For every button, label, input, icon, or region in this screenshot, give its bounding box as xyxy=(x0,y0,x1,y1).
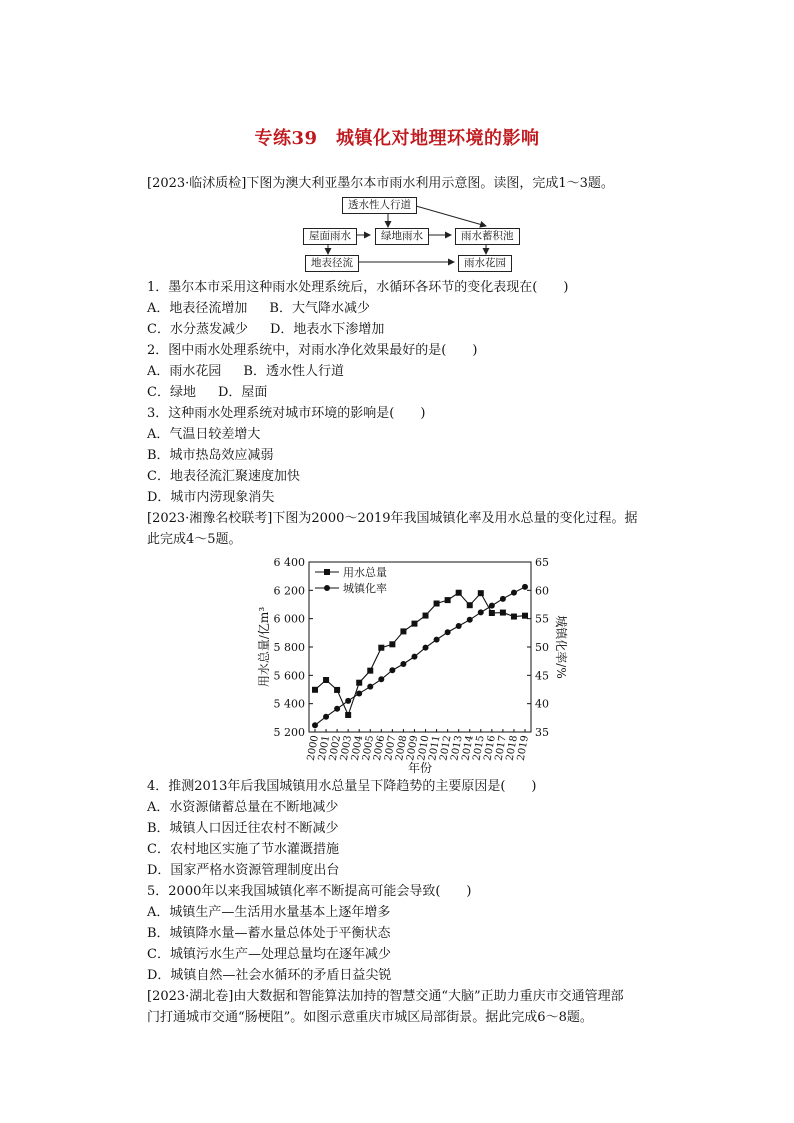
legend-marker-1 xyxy=(324,569,330,575)
series-1-point xyxy=(500,610,506,616)
right-tick-label: 40 xyxy=(535,697,549,711)
series-2-point xyxy=(334,706,340,712)
option-4b: B．城镇人口因迁往农村不断减少 xyxy=(147,821,339,836)
left-tick-label: 5 600 xyxy=(273,669,305,683)
option-2d: D．屋面 xyxy=(217,385,268,400)
node-roof-rainwater: 屋面雨水 xyxy=(303,228,357,245)
series-1-point xyxy=(434,601,440,607)
x-tick-label: 2004 xyxy=(349,734,366,762)
node-storage-pool: 雨水蓄积池 xyxy=(455,228,520,245)
question-3-stem: 3．这种雨水处理系统对城市环境的影响是( ) xyxy=(147,406,426,421)
series-2-point xyxy=(456,623,462,629)
series-1-point xyxy=(345,712,351,718)
option-1d: D．地表水下渗增加 xyxy=(269,322,385,337)
series-2-point xyxy=(522,584,528,590)
node-green-rainwater: 绿地雨水 xyxy=(375,228,429,245)
series-2-point xyxy=(511,590,517,596)
series-1-point xyxy=(478,590,484,596)
series-1-point xyxy=(367,668,373,674)
option-3a: A．气温日较差增大 xyxy=(147,427,261,442)
series-1-point xyxy=(411,621,417,627)
x-tick-label: 2007 xyxy=(383,734,399,762)
y-axis-right-title: 城镇化率/% xyxy=(554,615,568,679)
series-2-point xyxy=(323,714,329,720)
series-2-point xyxy=(345,698,351,704)
left-tick-label: 5 800 xyxy=(273,641,305,654)
x-tick-label: 2001 xyxy=(316,734,333,762)
node-surface-runoff: 地表径流 xyxy=(305,255,359,272)
node-rain-garden: 雨水花园 xyxy=(458,255,512,272)
option-3b: B．城市热岛效应减弱 xyxy=(147,448,274,463)
option-2b: B．透水性人行道 xyxy=(243,364,344,379)
x-axis-title: 年份 xyxy=(407,761,433,775)
left-tick-label: 5 400 xyxy=(273,697,305,711)
x-tick-label: 2006 xyxy=(372,734,388,762)
legend-label-1: 用水总量 xyxy=(343,566,387,579)
question-5-stem: 5．2000年以来我国城镇化率不断提高可能会导致( ) xyxy=(147,884,472,899)
series-2-point xyxy=(356,690,362,696)
x-tick-label: 2010 xyxy=(416,734,432,762)
x-tick-label: 2015 xyxy=(471,734,487,762)
question-1-options-row2 xyxy=(147,319,384,340)
series-1-point xyxy=(356,680,362,686)
left-tick-label: 6 400 xyxy=(273,556,305,569)
question-2-options-row1 xyxy=(147,361,344,382)
option-5b: B．城镇降水量—蓄水量总体处于平衡状态 xyxy=(147,926,391,941)
series-2-point xyxy=(489,603,495,609)
option-4a: A．水资源储蓄总量在不断地减少 xyxy=(147,800,339,815)
right-tick-label: 60 xyxy=(535,584,549,598)
option-4d: D．国家严格水资源管理制度出台 xyxy=(147,863,340,878)
option-3d: D．城市内涝现象消失 xyxy=(147,490,275,505)
right-tick-label: 35 xyxy=(535,726,549,739)
series-2-point xyxy=(434,637,440,643)
page-title: 专练39 城镇化对地理环境的影响 xyxy=(254,128,540,149)
option-5a: A．城镇生产—生活用水量基本上逐年增多 xyxy=(147,905,391,920)
question-2-options-row2 xyxy=(147,382,267,403)
x-tick-label: 2008 xyxy=(394,734,410,762)
right-tick-label: 55 xyxy=(535,612,549,626)
left-tick-label: 5 200 xyxy=(273,726,305,739)
option-5c: C．城镇污水生产—处理总量均在逐年减少 xyxy=(147,947,391,962)
series-1-point xyxy=(467,602,473,608)
option-2a: A．雨水花园 xyxy=(147,364,222,379)
x-tick-label: 2017 xyxy=(493,734,509,762)
series-2-point xyxy=(367,684,373,690)
x-tick-label: 2013 xyxy=(449,734,465,762)
water-urbanization-chart xyxy=(255,552,568,775)
x-tick-label: 2003 xyxy=(338,734,355,762)
series-1-point xyxy=(334,687,340,693)
x-tick-label: 2019 xyxy=(515,734,531,762)
option-1c: C．水分蒸发减少 xyxy=(147,322,248,337)
x-tick-label: 2005 xyxy=(360,734,377,762)
series-2-point xyxy=(467,617,473,623)
series-1-point xyxy=(489,610,495,616)
y-axis-left-title: 用水总量/亿m³ xyxy=(257,606,271,688)
series-1-point xyxy=(312,687,318,693)
series-2-point xyxy=(478,609,484,615)
right-tick-label: 50 xyxy=(535,641,549,654)
series-1-point xyxy=(389,641,395,647)
legend-label-2: 城镇化率 xyxy=(343,582,387,595)
legend-marker-2 xyxy=(324,585,330,591)
question-1-options-row1 xyxy=(147,298,370,319)
left-tick-label: 6 200 xyxy=(273,584,305,598)
series-2-point xyxy=(400,661,406,667)
option-4c: C．农村地区实施了节水灌溉措施 xyxy=(147,842,339,857)
right-tick-label: 45 xyxy=(535,669,549,683)
intro-q1-3: [2023·临沭质检]下图为澳大利亚墨尔本市雨水利用示意图。读图，完成1～3题。 xyxy=(147,176,614,191)
series-2-point xyxy=(445,629,451,635)
x-tick-label: 2009 xyxy=(405,734,421,762)
series-2-point xyxy=(423,645,429,651)
series-1-point xyxy=(456,590,462,596)
series-1-point xyxy=(511,614,517,620)
x-tick-label: 2016 xyxy=(482,734,498,762)
series-2-point xyxy=(411,654,417,660)
series-2-point xyxy=(500,596,506,602)
intro-q6-8-line2: 门打通城市交通“肠梗阻”。如图示意重庆市城区局部街景。据此完成6～8题。 xyxy=(147,1010,593,1025)
x-tick-label: 2002 xyxy=(327,734,344,762)
question-2-stem: 2．图中雨水处理系统中，对雨水净化效果最好的是( ) xyxy=(147,343,478,358)
intro-q6-8-line1: [2023·湖北卷]由大数据和智能算法加持的智慧交通“大脑”正助力重庆市交通管理部 xyxy=(147,989,624,1004)
series-1-point xyxy=(423,613,429,619)
series-2-point xyxy=(389,667,395,673)
series-1-point xyxy=(400,628,406,634)
series-1-point xyxy=(445,597,451,603)
series-2-point xyxy=(378,676,384,682)
option-2c: C．绿地 xyxy=(147,385,196,400)
series-1-point xyxy=(378,645,384,651)
x-tick-label: 2018 xyxy=(504,734,520,762)
series-2-point xyxy=(312,722,318,728)
option-5d: D．城镇自然—社会水循环的矛盾日益尖锐 xyxy=(147,968,392,983)
x-tick-label: 2014 xyxy=(460,734,476,762)
node-permeable-walkway: 透水性人行道 xyxy=(342,197,417,214)
question-4-stem: 4．推测2013年后我国城镇用水总量呈下降趋势的主要原因是( ) xyxy=(147,779,537,794)
x-tick-label: 2011 xyxy=(427,734,443,762)
series-1-point xyxy=(323,677,329,683)
intro-q4-5-line2: 此完成4～5题。 xyxy=(147,532,242,547)
left-tick-label: 6 000 xyxy=(273,612,305,626)
option-1a: A．地表径流增加 xyxy=(147,301,248,316)
x-tick-label: 2000 xyxy=(305,734,321,762)
intro-q4-5-line1: [2023·湘豫名校联考]下图为2000～2019年我国城镇化率及用水总量的变化过程。据 xyxy=(147,511,638,526)
x-tick-label: 2012 xyxy=(438,734,454,762)
option-3c: C．地表径流汇聚速度加快 xyxy=(147,469,300,484)
series-1-point xyxy=(522,613,528,619)
option-1b: B．大气降水减少 xyxy=(269,301,370,316)
right-tick-label: 65 xyxy=(535,556,549,569)
question-1-stem: 1．墨尔本市采用这种雨水处理系统后，水循环各环节的变化表现在( ) xyxy=(147,280,569,295)
